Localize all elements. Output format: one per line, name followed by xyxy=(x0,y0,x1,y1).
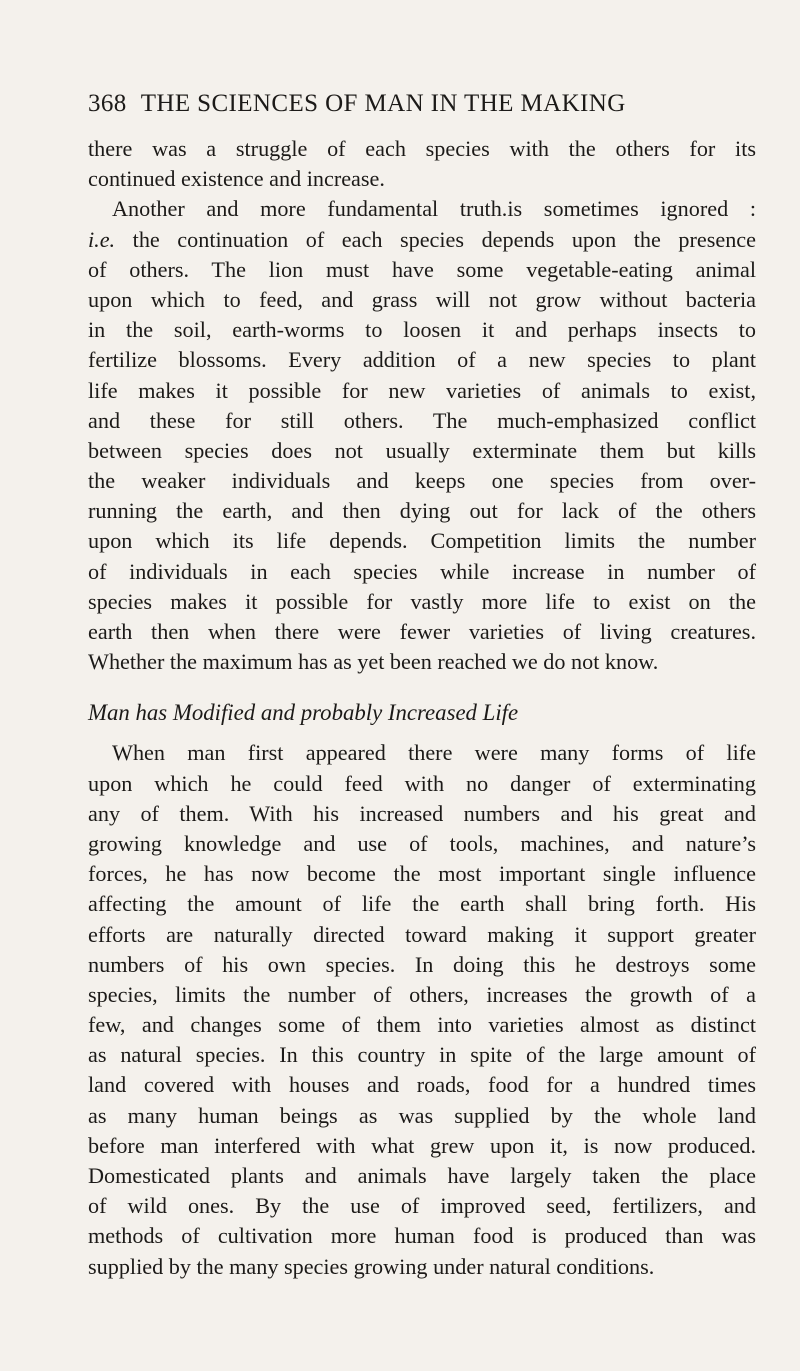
book-page xyxy=(88,86,756,1282)
text-line: between species does not usually exterminate them but kills xyxy=(88,437,756,463)
text-line: growing knowledge and use of tools, machines, and nature’s xyxy=(88,830,756,856)
text-line: few, and changes some of them into varieties almost as distinct xyxy=(88,1012,756,1038)
text-line: methods of cultivation more human food is produced than was xyxy=(88,1223,756,1249)
text-line: affecting the amount of life the earth shall bring forth. His xyxy=(88,891,756,917)
paragraph-man-modified-life xyxy=(88,738,756,1281)
text-line: of others. The lion must have some vegetable-eating animal xyxy=(88,256,756,282)
text-line: Domesticated plants and animals have largely taken the place xyxy=(88,1163,756,1188)
text-line: supplied by the many species growing under natural conditions. xyxy=(88,1253,655,1279)
italic-ie: i.e. xyxy=(88,226,116,252)
text-line: upon which to feed, and grass will not grow without bacteria xyxy=(88,286,756,312)
running-head xyxy=(88,86,756,122)
text-line: there was a struggle of each species with the others for its xyxy=(88,136,756,161)
text-line: before man interfered with what grew upon it, is now produced. xyxy=(88,1132,756,1158)
text-line: of wild ones. By the use of improved seed, fertilizers, and xyxy=(88,1193,756,1219)
page-number: 368 xyxy=(88,90,127,117)
paragraph-continuation xyxy=(88,134,756,194)
text-line: efforts are naturally directed toward making it support greater xyxy=(88,921,756,947)
text-line: and these for still others. The much-emphasized conflict xyxy=(88,407,756,433)
paragraph-fundamental-truth xyxy=(88,194,756,677)
section-heading: Man has Modified and probably Increased Life xyxy=(88,700,519,726)
text-line-rest: the continuation of each species depends upon the presence xyxy=(132,226,756,252)
text-line: upon which he could feed with no danger of exterminating xyxy=(88,770,756,796)
text-line: as natural species. In this country in spite of the large amount of xyxy=(88,1042,756,1068)
text-line: fertilize blossoms. Every addition of a new species to plant xyxy=(88,347,756,373)
text-line: the weaker individuals and keeps one species from over- xyxy=(88,468,756,494)
text-line: species makes it possible for vastly more life to exist on the xyxy=(88,588,756,614)
text-line: of individuals in each species while increase in number of xyxy=(88,558,756,584)
text-line: forces, he has now become the most important single influence xyxy=(88,861,756,887)
text-line: When man first appeared there were many forms of life xyxy=(112,740,756,766)
text-line: species, limits the number of others, increases the growth of a xyxy=(88,981,756,1007)
text-line: earth then when there were fewer varieties of living creatures. xyxy=(88,619,756,644)
text-line: numbers of his own species. In doing this he destroys some xyxy=(88,951,756,977)
text-line: Whether the maximum has as yet been reached we do not know. xyxy=(88,649,659,675)
text-line: as many human beings as was supplied by the whole land xyxy=(88,1102,756,1128)
text-line: land covered with houses and roads, food for a hundred times xyxy=(88,1072,756,1098)
text-line: running the earth, and then dying out for lack of the others xyxy=(88,498,756,524)
text-line: Another and more fundamental truth.is sometimes ignored : xyxy=(112,196,756,222)
text-line: life makes it possible for new varieties of animals to exist, xyxy=(88,377,756,403)
text-line: any of them. With his increased numbers and his great and xyxy=(88,800,756,826)
text-line: upon which its life depends. Competition limits the number xyxy=(88,528,756,554)
text-line: in the soil, earth-worms to loosen it and perhaps insects to xyxy=(88,317,756,343)
running-title: THE SCIENCES OF MAN IN THE MAKING xyxy=(140,90,626,117)
text-line xyxy=(88,225,756,255)
text-line: continued existence and increase. xyxy=(88,166,385,192)
